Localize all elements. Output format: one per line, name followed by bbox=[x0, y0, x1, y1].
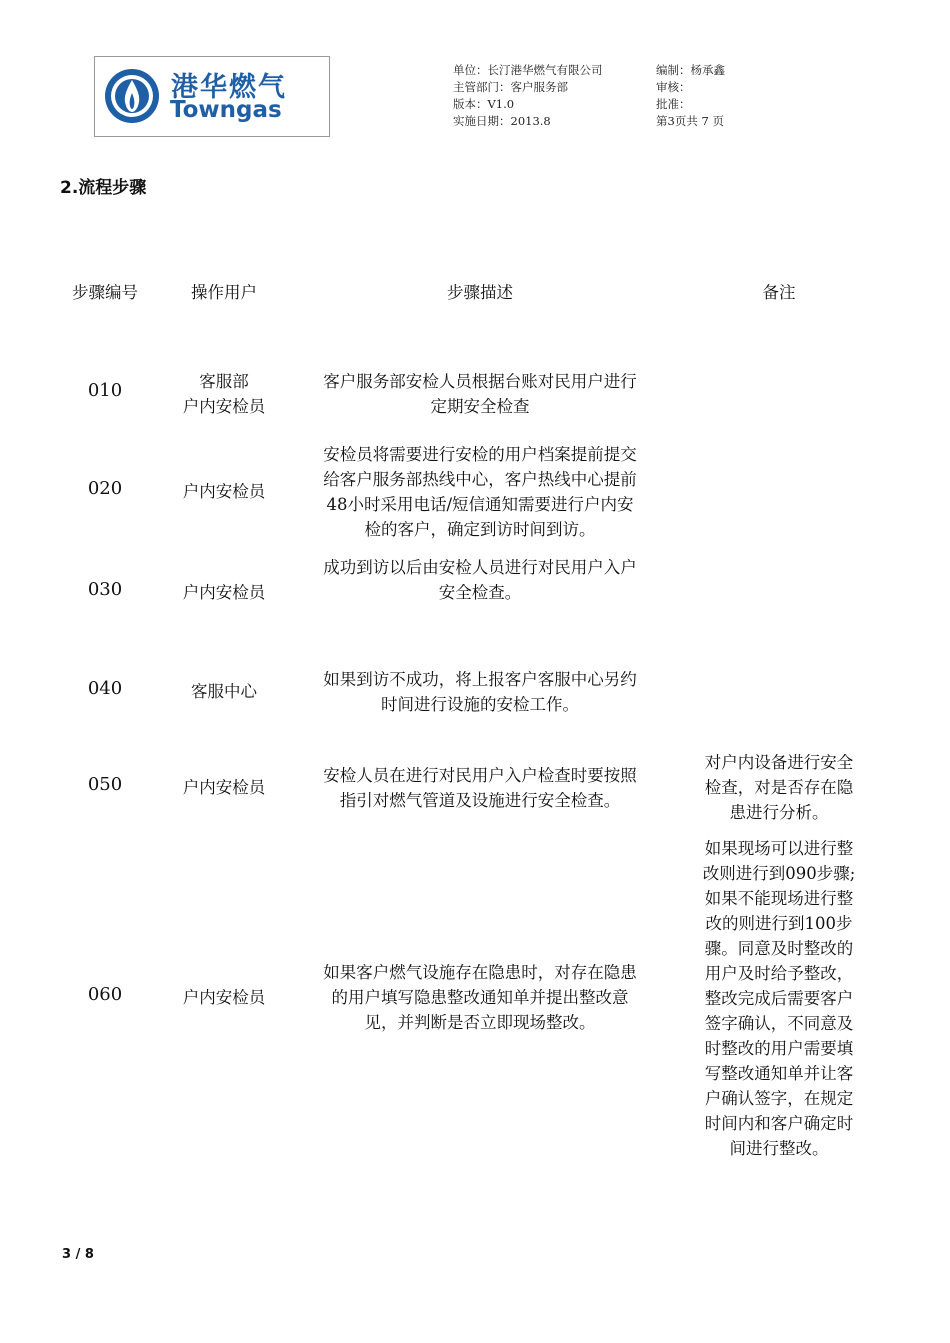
step-note: 如果现场可以进行整 改则进行到090步骤; 如果不能现场进行整 改的则进行到100步 骤。同意及时整改的 用户及时给予整改， 整改完成后需要客户 签字确认，不同意及 时整改的用户需要填 写整改通知单并让客 户确认签字，在规定 时间内和客户确定时 间进行整改。 bbox=[702, 839, 856, 1158]
meta-approver: 批准： bbox=[656, 97, 691, 111]
step-description: 成功到访以后由安检人员进行对民用户入户 安全检查。 bbox=[323, 558, 637, 602]
page-number: 3 / 8 bbox=[62, 1247, 94, 1262]
meta-page-count: 第3页共 7 页 bbox=[656, 114, 724, 128]
step-user: 户内安检员 bbox=[182, 988, 266, 1007]
step-description: 安检人员在进行对民用户入户检查时要按照 指引对燃气管道及设施进行安全检查。 bbox=[323, 766, 637, 810]
step-description: 如果到访不成功，将上报客户客服中心另约 时间进行设施的安检工作。 bbox=[323, 670, 637, 714]
document-meta-left bbox=[453, 62, 603, 130]
logo-english-name: Towngas bbox=[170, 97, 282, 123]
step-number: 010 bbox=[87, 380, 123, 401]
step-number: 020 bbox=[87, 478, 123, 499]
step-number: 060 bbox=[87, 984, 123, 1005]
step-user: 户内安检员 bbox=[182, 778, 266, 797]
meta-department: 主管部门：客户服务部 bbox=[453, 80, 568, 94]
meta-reviewer: 审核： bbox=[656, 80, 691, 94]
meta-author: 编制：杨承鑫 bbox=[656, 63, 725, 77]
company-logo bbox=[94, 56, 330, 137]
column-header-description: 步骤描述 bbox=[447, 283, 513, 302]
logo-chinese-name: 港华燃气 bbox=[171, 72, 287, 103]
step-description: 客户服务部安检人员根据台账对民用户进行 定期安全检查 bbox=[323, 372, 637, 416]
column-header-note: 备注 bbox=[762, 283, 796, 302]
column-header-step-no: 步骤编号 bbox=[72, 283, 138, 302]
step-user: 户内安检员 bbox=[182, 482, 266, 501]
meta-date: 实施日期：2013.8 bbox=[453, 114, 551, 128]
step-note: 对户内设备进行安全 检查，对是否存在隐 患进行分析。 bbox=[704, 753, 854, 822]
meta-unit: 单位：长汀港华燃气有限公司 bbox=[453, 63, 603, 77]
document-meta-right bbox=[656, 62, 725, 130]
column-header-user: 操作用户 bbox=[191, 283, 257, 302]
step-user: 客服中心 bbox=[191, 682, 257, 701]
step-description: 如果客户燃气设施存在隐患时，对存在隐患 的用户填写隐患整改通知单并提出整改意 见，并判断是否立即现场整改。 bbox=[323, 963, 637, 1032]
step-number: 030 bbox=[87, 579, 123, 600]
step-user: 客服部 户内安检员 bbox=[182, 372, 266, 416]
step-user: 户内安检员 bbox=[182, 583, 266, 602]
step-description: 安检员将需要进行安检的用户档案提前提交 给客户服务部热线中心，客户热线中心提前 48小时采用电话/短信通知需要进行户内安 检的客户，确定到访时间到访。 bbox=[323, 445, 637, 539]
meta-version: 版本：V1.0 bbox=[453, 97, 515, 111]
step-number: 050 bbox=[87, 774, 123, 795]
flame-logo-icon bbox=[103, 65, 161, 127]
step-number: 040 bbox=[87, 678, 123, 699]
section-title: 2.流程步骤 bbox=[60, 178, 147, 198]
